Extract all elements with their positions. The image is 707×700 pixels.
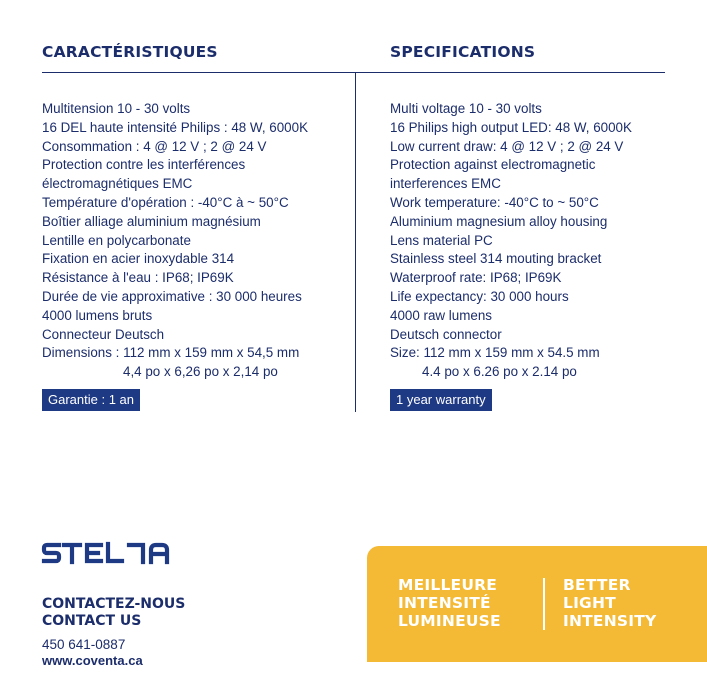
website-link[interactable]: www.coventa.ca — [42, 653, 143, 668]
spec-line: Size: 112 mm x 159 mm x 54.5 mm — [390, 345, 600, 361]
tagline-fr — [398, 576, 501, 630]
spec-line: Fixation en acier inoxydable 314 — [42, 251, 235, 267]
spec-line: Lentille en polycarbonate — [42, 232, 191, 248]
spec-line: Température d'opération : -40°C à ~ 50°C — [42, 194, 289, 210]
spec-line: Low current draw: 4 @ 12 V ; 2 @ 24 V — [390, 138, 624, 154]
spec-line: Consommation : 4 @ 12 V ; 2 @ 24 V — [42, 138, 267, 154]
tagline-divider — [543, 578, 545, 630]
contact-title-en: CONTACT US — [42, 613, 142, 629]
spec-line: Durée de vie approximative : 30 000 heures — [42, 288, 302, 304]
column-divider — [355, 72, 356, 412]
spec-line: Lens material PC — [390, 232, 493, 248]
tagline-line: INTENSITY — [563, 612, 657, 630]
tagline-banner — [367, 546, 707, 662]
tagline-line: LUMINEUSE — [398, 612, 501, 630]
spec-line: Multi voltage 10 - 30 volts — [390, 101, 542, 116]
stella-logo — [41, 541, 185, 565]
tagline-line: MEILLEURE — [398, 576, 498, 594]
spec-line: 16 DEL haute intensité Philips : 48 W, 6000K — [42, 119, 308, 135]
spec-line: Work temperature: -40°C to ~ 50°C — [390, 194, 599, 210]
warranty-badge-fr: Garantie : 1 an — [42, 389, 140, 411]
spec-line: 4.4 po x 6.26 po x 2.14 po — [422, 364, 577, 380]
contact-title-fr: CONTACTEZ-NOUS — [42, 596, 186, 612]
spec-list-en — [390, 100, 690, 382]
spec-line: Multitension 10 - 30 volts — [42, 101, 191, 116]
tagline-line: INTENSITÉ — [398, 594, 491, 612]
warranty-badge-en: 1 year warranty — [390, 389, 492, 411]
spec-line: Dimensions : 112 mm x 159 mm x 54,5 mm — [42, 345, 300, 361]
spec-line: Deutsch connector — [390, 326, 502, 342]
specs-title-en: SPECIFICATIONS — [390, 43, 536, 61]
spec-line: Résistance à l'eau : IP68; IP69K — [42, 270, 234, 286]
header-divider — [42, 72, 665, 73]
spec-line: Protection against electromagnetic — [390, 157, 596, 173]
tagline-en — [563, 576, 656, 630]
spec-line: 4,4 po x 6,26 po x 2,14 po — [123, 364, 278, 380]
tagline-line: LIGHT — [563, 594, 616, 612]
phone-number: 450 641-0887 — [42, 637, 126, 652]
tagline-line: BETTER — [563, 576, 631, 594]
spec-line: Waterproof rate: IP68; IP69K — [390, 270, 562, 286]
spec-line: électromagnétiques EMC — [42, 176, 193, 192]
spec-line: 16 Philips high output LED: 48 W, 6000K — [390, 119, 632, 135]
spec-list-fr — [42, 100, 347, 382]
spec-line: Life expectancy: 30 000 hours — [390, 288, 569, 304]
spec-line: Connecteur Deutsch — [42, 326, 165, 342]
spec-line: Boîtier alliage aluminium magnésium — [42, 213, 261, 229]
spec-line: Stainless steel 314 mouting bracket — [390, 251, 602, 267]
spec-line: Protection contre les interférences — [42, 157, 246, 173]
spec-line: Aluminium magnesium alloy housing — [390, 213, 608, 229]
specs-title-fr: CARACTÉRISTIQUES — [42, 43, 218, 61]
spec-line: interferences EMC — [390, 176, 501, 192]
spec-line: 4000 lumens bruts — [42, 307, 153, 323]
spec-line: 4000 raw lumens — [390, 307, 492, 323]
